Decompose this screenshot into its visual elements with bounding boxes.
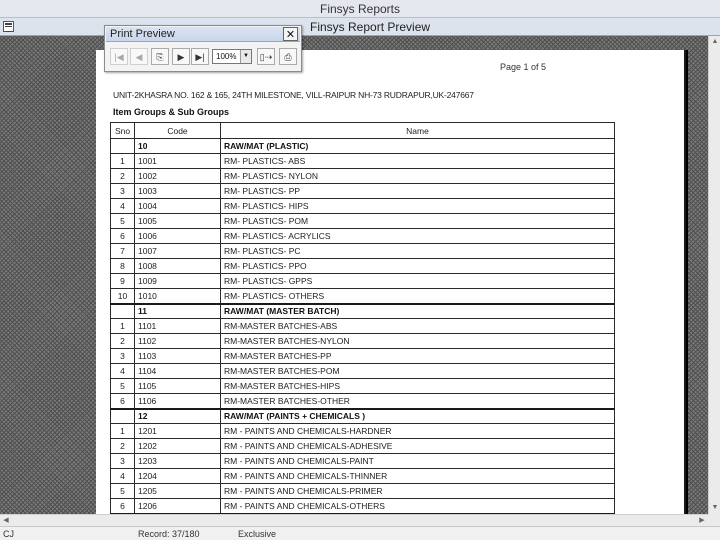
next-page-icon[interactable]: ▶ (172, 48, 190, 65)
cell-sno: 1 (111, 424, 135, 439)
status-mode: Exclusive (238, 529, 277, 539)
cell-code: 1101 (135, 319, 221, 334)
table-row (111, 229, 615, 244)
table-row (111, 169, 615, 184)
column-header-sno: Sno (111, 123, 135, 139)
cell-code: 1202 (135, 439, 221, 454)
cell-name: RM-MASTER BATCHES-HIPS (221, 379, 615, 394)
horizontal-scrollbar[interactable] (0, 514, 708, 526)
cell-sno (111, 304, 135, 319)
table-row (111, 184, 615, 199)
previous-page-icon[interactable]: ◀ (130, 48, 148, 65)
table-row (111, 214, 615, 229)
cell-name: RM- PLASTICS- HIPS (221, 199, 615, 214)
cell-sno: 4 (111, 469, 135, 484)
cell-name: RAW/MAT (PLASTIC) (221, 139, 615, 154)
cell-code: 1106 (135, 394, 221, 409)
cell-name: RM-MASTER BATCHES-NYLON (221, 334, 615, 349)
preview-canvas (0, 36, 708, 514)
cell-code: 1006 (135, 229, 221, 244)
report-table (110, 122, 615, 529)
group-row (111, 304, 615, 319)
table-row (111, 289, 615, 304)
cell-code: 1002 (135, 169, 221, 184)
cell-code: 1103 (135, 349, 221, 364)
cell-name: RM-MASTER BATCHES-ABS (221, 319, 615, 334)
chevron-down-icon[interactable]: ▼ (240, 50, 251, 63)
group-row (111, 139, 615, 154)
table-row (111, 424, 615, 439)
cell-name: RM- PLASTICS- POM (221, 214, 615, 229)
cell-sno: 2 (111, 169, 135, 184)
cell-name: RM - PAINTS AND CHEMICALS-PAINT (221, 454, 615, 469)
window-menu-icon[interactable] (3, 21, 14, 32)
cell-name: RM- PLASTICS- GPPS (221, 274, 615, 289)
column-header-code: Code (135, 123, 221, 139)
cell-sno: 7 (111, 244, 135, 259)
company-address: UNIT-2KHASRA NO. 162 & 165, 24TH MILESTONE, VILL-RAIPUR NH-73 RUDRAPUR,UK-247667 (113, 90, 474, 100)
scroll-right-icon[interactable]: ▶ (699, 517, 705, 524)
cell-name: RM - PAINTS AND CHEMICALS-HARDNER (221, 424, 615, 439)
cell-name: RM- PLASTICS- ABS (221, 154, 615, 169)
print-preview-toolbar[interactable] (104, 25, 302, 72)
cell-code: 1206 (135, 499, 221, 514)
cell-name: RM - PAINTS AND CHEMICALS-ADHESIVE (221, 439, 615, 454)
cell-name: RM - PAINTS AND CHEMICALS-PRIMER (221, 484, 615, 499)
cell-name: RM- PLASTICS- NYLON (221, 169, 615, 184)
cell-code: 1004 (135, 199, 221, 214)
report-title: Item Groups & Sub Groups (113, 107, 230, 117)
cell-code: 1204 (135, 469, 221, 484)
export-icon[interactable]: ▯⇢ (257, 48, 275, 65)
page-indicator: Page 1 of 5 (500, 62, 547, 72)
cell-code: 1010 (135, 289, 221, 304)
table-row (111, 199, 615, 214)
app-title-bar (0, 0, 720, 18)
cell-code: 1003 (135, 184, 221, 199)
cell-sno: 1 (111, 319, 135, 334)
cell-code: 1205 (135, 484, 221, 499)
last-page-icon[interactable]: ▶| (191, 48, 209, 65)
table-row (111, 334, 615, 349)
status-bar (0, 526, 720, 540)
group-row (111, 409, 615, 424)
app-title: Finsys Reports (319, 2, 401, 16)
cell-sno (111, 409, 135, 424)
table-row (111, 244, 615, 259)
cell-sno: 4 (111, 199, 135, 214)
cell-code: 1009 (135, 274, 221, 289)
column-header-name: Name (221, 123, 615, 139)
cell-code: 12 (135, 409, 221, 424)
cell-sno: 5 (111, 484, 135, 499)
cell-sno: 3 (111, 184, 135, 199)
first-page-icon[interactable]: |◀ (110, 48, 128, 65)
cell-sno: 3 (111, 349, 135, 364)
cell-code: 1104 (135, 364, 221, 379)
cell-name: RM- PLASTICS- PP (221, 184, 615, 199)
table-row (111, 394, 615, 409)
table-row (111, 154, 615, 169)
cell-name: RM- PLASTICS- ACRYLICS (221, 229, 615, 244)
cell-code: 1105 (135, 379, 221, 394)
table-body (111, 139, 615, 529)
report-page (96, 50, 686, 530)
zoom-select[interactable] (212, 49, 252, 64)
table-row (111, 454, 615, 469)
cell-sno: 2 (111, 439, 135, 454)
table-row (111, 274, 615, 289)
vertical-scrollbar[interactable] (708, 36, 720, 514)
cell-sno: 2 (111, 334, 135, 349)
cell-sno: 9 (111, 274, 135, 289)
cell-sno: 10 (111, 289, 135, 304)
cell-code: 1201 (135, 424, 221, 439)
status-left: CJ (3, 529, 14, 539)
cell-sno: 5 (111, 214, 135, 229)
print-preview-title: Print Preview (110, 28, 175, 40)
table-row (111, 499, 615, 514)
cell-name: RM-MASTER BATCHES-POM (221, 364, 615, 379)
scroll-down-icon[interactable]: ▼ (711, 504, 719, 511)
table-row (111, 379, 615, 394)
table-header-row (111, 123, 615, 139)
cell-sno: 1 (111, 154, 135, 169)
cell-name: RM-MASTER BATCHES-PP (221, 349, 615, 364)
cell-code: 1005 (135, 214, 221, 229)
child-window-title: Finsys Report Preview (310, 20, 431, 34)
scroll-left-icon[interactable]: ◀ (3, 517, 9, 524)
scroll-up-icon[interactable]: ▲ (711, 38, 719, 45)
scrollbar-corner (708, 514, 720, 526)
cell-name: RM- PLASTICS- OTHERS (221, 289, 615, 304)
table-row (111, 484, 615, 499)
status-record: Record: 37/180 (138, 529, 200, 539)
cell-name: RM - PAINTS AND CHEMICALS-OTHERS (221, 499, 615, 514)
printer-icon[interactable]: ⎙ (279, 48, 297, 65)
cell-code: 10 (135, 139, 221, 154)
cell-code: 1007 (135, 244, 221, 259)
cell-sno: 8 (111, 259, 135, 274)
cell-sno (111, 139, 135, 154)
cell-code: 1001 (135, 154, 221, 169)
cell-sno: 6 (111, 499, 135, 514)
cell-name: RM-MASTER BATCHES-OTHER (221, 394, 615, 409)
cell-code: 1008 (135, 259, 221, 274)
table-row (111, 259, 615, 274)
cell-sno: 5 (111, 379, 135, 394)
cell-name: RM - PAINTS AND CHEMICALS-THINNER (221, 469, 615, 484)
cell-name: RM- PLASTICS- PC (221, 244, 615, 259)
table-row (111, 439, 615, 454)
table-row (111, 469, 615, 484)
table-row (111, 319, 615, 334)
cell-sno: 3 (111, 454, 135, 469)
cell-sno: 4 (111, 364, 135, 379)
zoom-value: 100% (216, 52, 237, 61)
cell-sno: 6 (111, 229, 135, 244)
cell-code: 1102 (135, 334, 221, 349)
cell-code: 1203 (135, 454, 221, 469)
goto-page-icon[interactable]: ⎘ (151, 48, 169, 65)
cell-sno: 6 (111, 394, 135, 409)
print-preview-title-bar[interactable] (106, 27, 300, 42)
cell-name: RAW/MAT (MASTER BATCH) (221, 304, 615, 319)
close-icon[interactable]: ✕ (283, 27, 298, 41)
cell-code: 11 (135, 304, 221, 319)
table-row (111, 349, 615, 364)
cell-name: RAW/MAT (PAINTS + CHEMICALS ) (221, 409, 615, 424)
cell-name: RM- PLASTICS- PPO (221, 259, 615, 274)
table-row (111, 364, 615, 379)
